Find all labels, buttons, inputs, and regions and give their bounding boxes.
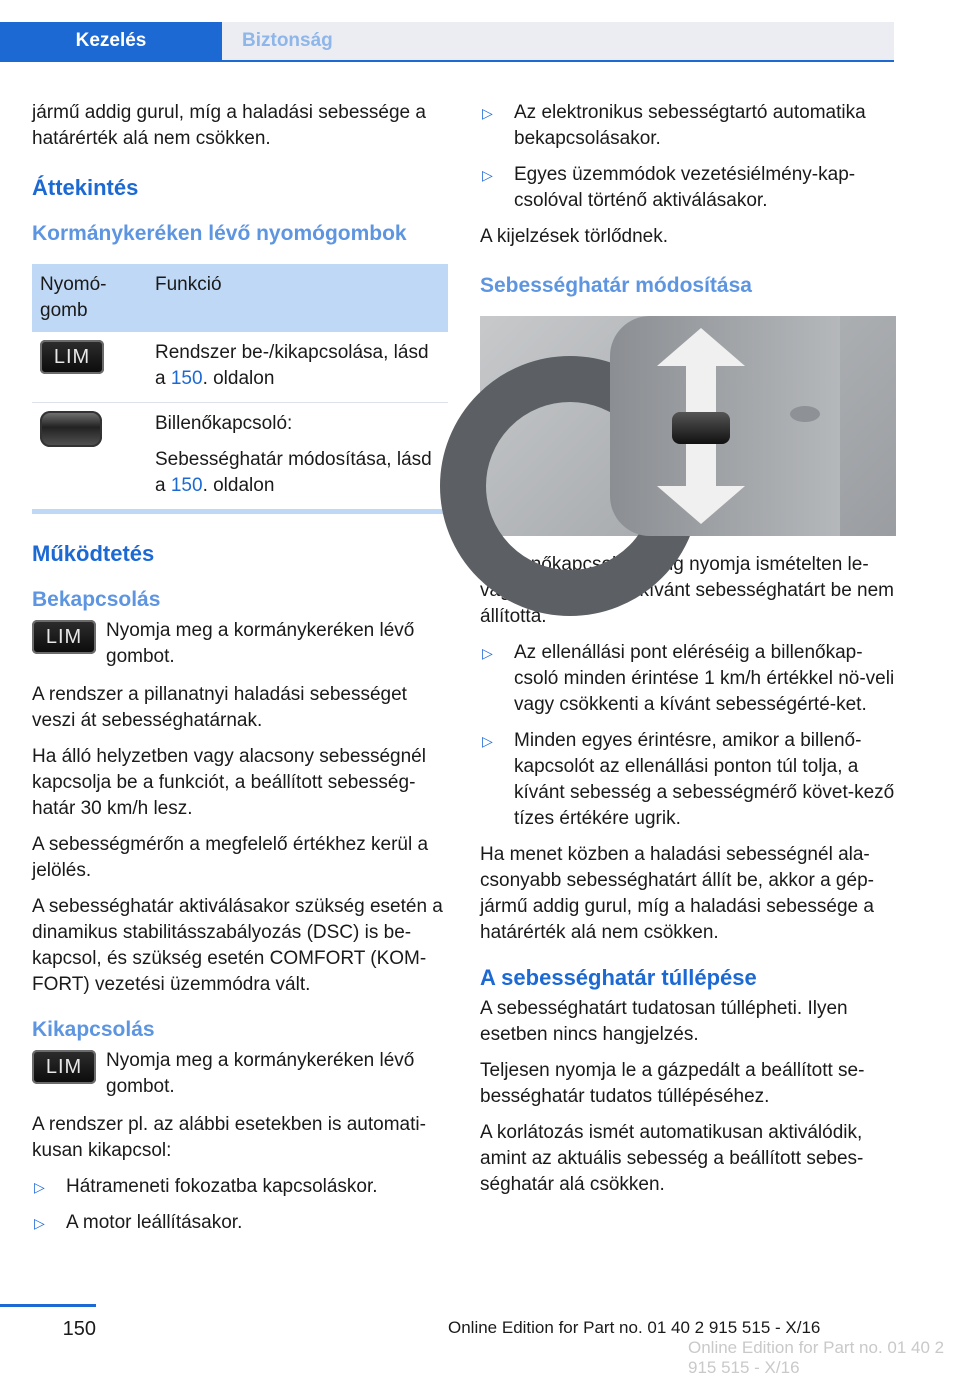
list-item: ▷ A motor leállításakor. [32, 1210, 448, 1236]
switch-off-text: Nyomja meg a kormánykeréken lévő gombot. [106, 1050, 415, 1097]
heading-operation: Működtetés [32, 541, 155, 566]
rocker-switch-icon [672, 412, 730, 444]
paragraph: A sebességhatárt tudatosan túllépheti. Ilyen esetben nincs hangjelzés. [480, 998, 848, 1045]
triangle-bullet-icon: ▷ [482, 105, 493, 121]
paragraph: Ha menet közben a haladási sebességnél ala-csonyabb sebességhatárt állít be, akkor a gép-jármű addig gurul, míg a haladási sebessége a határérték alá nem csökken. [480, 844, 874, 943]
triangle-bullet-icon: ▷ [482, 645, 493, 661]
auto-off-list [32, 1174, 448, 1236]
paragraph: A rendszer a pillanatnyi haladási sebességet veszi át sebességhatárnak. [32, 684, 407, 731]
tab-biztonsag[interactable]: Biztonság [222, 22, 894, 60]
paragraph: A rendszer pl. az alábbi esetekben is automati-kusan kikapcsol: [32, 1114, 426, 1161]
paragraph: A korlátozás ismét automatikusan aktiválódik, amint az aktuális sebesség a beállított sebes-séghatár alá csökken. [480, 1122, 864, 1195]
list-item: ▷ Minden egyes érintésre, amikor a billenő-kapcsolót az ellenállási ponton túl tolja, a kívánt sebesség a sebességmérő követ-kező tízes értékére ugrik. [482, 730, 895, 829]
table-row [32, 332, 448, 403]
auto-off-list-cont [480, 100, 896, 214]
buttons-table [32, 264, 448, 509]
table-header-button: Nyomó-gomb [32, 264, 147, 332]
rocker-list [480, 640, 896, 832]
arrow-up-icon [657, 328, 745, 366]
row1-text-a: Rendszer be-/kikapcsolása, lásd a [155, 342, 429, 389]
paragraph: A billenőkapcsolót addig nyomja ismételten le- vagy felfelé, míg a kívánt sebességhatárt be nem állította. [480, 554, 895, 627]
footer-divider [0, 1304, 96, 1307]
intro-paragraph: jármű addig gurul, míg a haladási sebessége a határérték alá nem csökken. [32, 102, 426, 149]
list-item: ▷ Egyes üzemmódok vezetésiélmény-kap-csolóval történő aktiválásakor. [482, 164, 856, 211]
tab-kezeles[interactable]: Kezelés [0, 22, 222, 60]
arrow-down-icon [657, 486, 745, 524]
horn-icon [790, 406, 820, 422]
lim-button-icon: LIM [32, 1050, 96, 1084]
heading-buttons: Kormánykeréken lévő nyomógombok [32, 222, 407, 245]
page-link[interactable]: 150 [170, 368, 203, 389]
paragraph: A kijelzések törlődnek. [480, 226, 668, 247]
row1-text-b: . oldalon [202, 368, 275, 389]
table-header-function: Funkció [147, 264, 448, 332]
triangle-bullet-icon: ▷ [482, 733, 493, 749]
paragraph: Teljesen nyomja le a gázpedált a beállított se-bességhatár tudatos túllépéséhez. [480, 1060, 865, 1107]
heading-exceed-limit: A sebességhatár túllépése [480, 965, 757, 990]
lim-button-icon: LIM [40, 340, 104, 374]
row2-text-b: . oldalon [202, 475, 275, 496]
switch-off-row [32, 1048, 448, 1100]
paragraph: Ha álló helyzetben vagy alacsony sebességnél kapcsolja be a funkciót, a beállított sebesség-határ 30 km/h lesz. [32, 746, 426, 819]
row2-text-a: Sebességhatár módosítása, lásd a [155, 449, 432, 496]
edition-text: Online Edition for Part no. 01 40 2 915 515 - X/16 [448, 1318, 821, 1337]
table-row [32, 403, 448, 510]
left-column [32, 100, 448, 1246]
list-item: ▷ Az ellenállási pont eléréséig a billenőkap-csoló minden érintése 1 km/h értékkel nö-veli vagy csökkenti a kívánt sebességérté-ket. [482, 642, 895, 715]
page-header [0, 0, 960, 64]
header-divider [0, 60, 894, 62]
triangle-bullet-icon: ▷ [34, 1179, 45, 1195]
triangle-bullet-icon: ▷ [482, 167, 493, 183]
paragraph: A sebességhatár aktiválásakor szükség esetén a dinamikus stabilitásszabályozás (DSC) is be-kapcsol, és szükség esetén COMFORT (KOM-FORT) vezetési üzemmódra vált. [32, 896, 443, 995]
heading-change-limit: Sebességhatár módosítása [480, 274, 752, 297]
rocker-switch-icon [40, 411, 102, 447]
switch-on-row [32, 618, 448, 670]
heading-overview: Áttekintés [32, 175, 139, 200]
heading-switch-on: Bekapcsolás [32, 588, 161, 611]
right-column [480, 100, 896, 1208]
lim-button-icon: LIM [32, 620, 96, 654]
page-link[interactable]: 150 [170, 475, 203, 496]
list-item: ▷ Az elektronikus sebességtartó automatika bekapcsolásakor. [482, 102, 866, 149]
steering-wheel-photo [480, 316, 896, 536]
table-bottom-rule [32, 509, 448, 514]
row2-line1: Billenőkapcsoló: [155, 413, 293, 434]
page-number: 150 [62, 1318, 96, 1340]
paragraph: A sebességmérőn a megfelelő értékhez kerül a jelölés. [32, 834, 429, 881]
heading-switch-off: Kikapcsolás [32, 1018, 155, 1041]
triangle-bullet-icon: ▷ [34, 1215, 45, 1231]
list-item: ▷ Hátrameneti fokozatba kapcsoláskor. [32, 1174, 448, 1200]
switch-on-text: Nyomja meg a kormánykeréken lévő gombot. [106, 620, 415, 667]
watermark-text: Online Edition for Part no. 01 40 2 915 515 - X/16 [688, 1338, 945, 1377]
